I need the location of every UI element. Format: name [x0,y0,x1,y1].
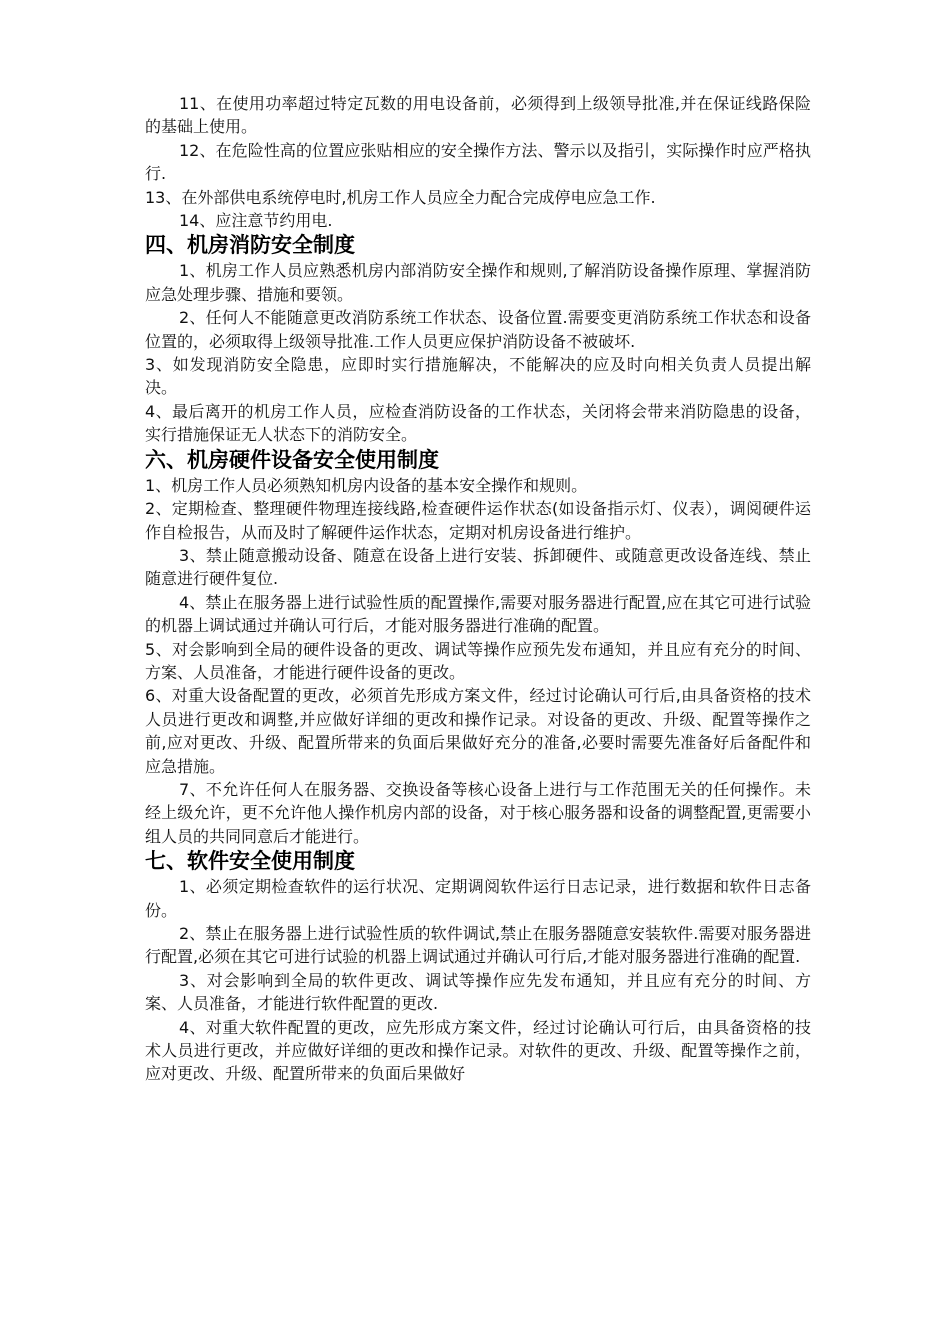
paragraph-12: 12、在危险性高的位置应张贴相应的安全操作方法、警示以及指引，实际操作时应严格执行. [145,140,811,184]
fire-paragraph-4: 4、最后离开的机房工作人员，应检查消防设备的工作状态，关闭将会带来消防隐患的设备，实行措施保证无人状态下的消防安全。 [145,401,811,445]
section-heading-hardware: 六、机房硬件设备安全使用制度 [145,447,439,472]
section-heading-fire-safety: 四、机房消防安全制度 [145,233,355,258]
hardware-paragraph-5: 5、对会影响到全局的硬件设备的更改、调试等操作应预先发布通知，并且应有充分的时间、方案、人员准备，才能进行硬件设备的更改。 [145,639,811,682]
hardware-paragraph-7: 7、不允许任何人在服务器、交换设备等核心设备上进行与工作范围无关的任何操作。未经上级允许，更不允许他人操作机房内部的设备，对于核心服务器和设备的调整配置,更需要小组人员的共同同意后才能进行。 [145,779,811,846]
section-heading-software: 七、软件安全使用制度 [145,849,355,874]
software-paragraph-1: 1、必须定期检查软件的运行状况、定期调阅软件运行日志记录，进行数据和软件日志备份。 [145,877,811,920]
document-page [145,92,811,1086]
fire-paragraph-1: 1、机房工作人员应熟悉机房内部消防安全操作和规则,了解消防设备操作原理、掌握消防应急处理步骤、措施和要领。 [145,261,811,304]
paragraph-13: 13、在外部供电系统停电时,机房工作人员应全力配合完成停电应急工作. [145,187,656,207]
fire-paragraph-2: 2、任何人不能随意更改消防系统工作状态、设备位置.需要变更消防系统工作状态和设备位置的，必须取得上级领导批准.工作人员更应保护消防设备不被破坏. [145,308,811,351]
hardware-paragraph-2: 2、定期检查、整理硬件物理连接线路,检查硬件运作状态(如设备指示灯、仪表），调阅硬件运作自检报告，从而及时了解硬件运作状态，定期对机房设备进行维护。 [145,499,811,542]
hardware-paragraph-4: 4、禁止在服务器上进行试验性质的配置操作,需要对服务器进行配置,应在其它可进行试验的机器上调试通过并确认可行后，才能对服务器进行准确的配置。 [145,592,811,636]
hardware-paragraph-6: 6、对重大设备配置的更改，必须首先形成方案文件，经过讨论确认可行后,由具备资格的技术人员进行更改和调整,并应做好详细的更改和操作记录。对设备的更改、升级、配置等操作之前,应对更改、升级、配置所带来的负面后果做好充分的准备,必要时需要先准备好后备配件和应急措施。 [145,686,811,776]
software-paragraph-2: 2、禁止在服务器上进行试验性质的软件调试,禁止在服务器随意安装软件.需要对服务器进行配置,必须在其它可进行试验的机器上调试通过并确认可行后,才能对服务器进行准确的配置. [145,924,811,967]
software-paragraph-4: 4、对重大软件配置的更改，应先形成方案文件，经过讨论确认可行后，由具备资格的技术人员进行更改，并应做好详细的更改和操作记录。对软件的更改、升级、配置等操作之前，应对更改、升级、配置所带来的负面后果做好 [145,1017,811,1084]
hardware-paragraph-3: 3、禁止随意搬动设备、随意在设备上进行安装、拆卸硬件、或随意更改设备连线、禁止随意进行硬件复位. [145,545,811,589]
software-paragraph-3: 3、对会影响到全局的软件更改、调试等操作应先发布通知，并且应有充分的时间、方案、人员准备，才能进行软件配置的更改. [145,970,811,1014]
paragraph-11: 11、在使用功率超过特定瓦数的用电设备前，必须得到上级领导批准,并在保证线路保险的基础上使用。 [145,94,811,137]
fire-paragraph-3: 3、如发现消防安全隐患，应即时实行措施解决，不能解决的应及时向相关负责人员提出解决。 [145,355,811,398]
paragraph-14: 14、应注意节约用电. [179,211,333,231]
hardware-paragraph-1: 1、机房工作人员必须熟知机房内设备的基本安全操作和规则。 [145,475,588,495]
